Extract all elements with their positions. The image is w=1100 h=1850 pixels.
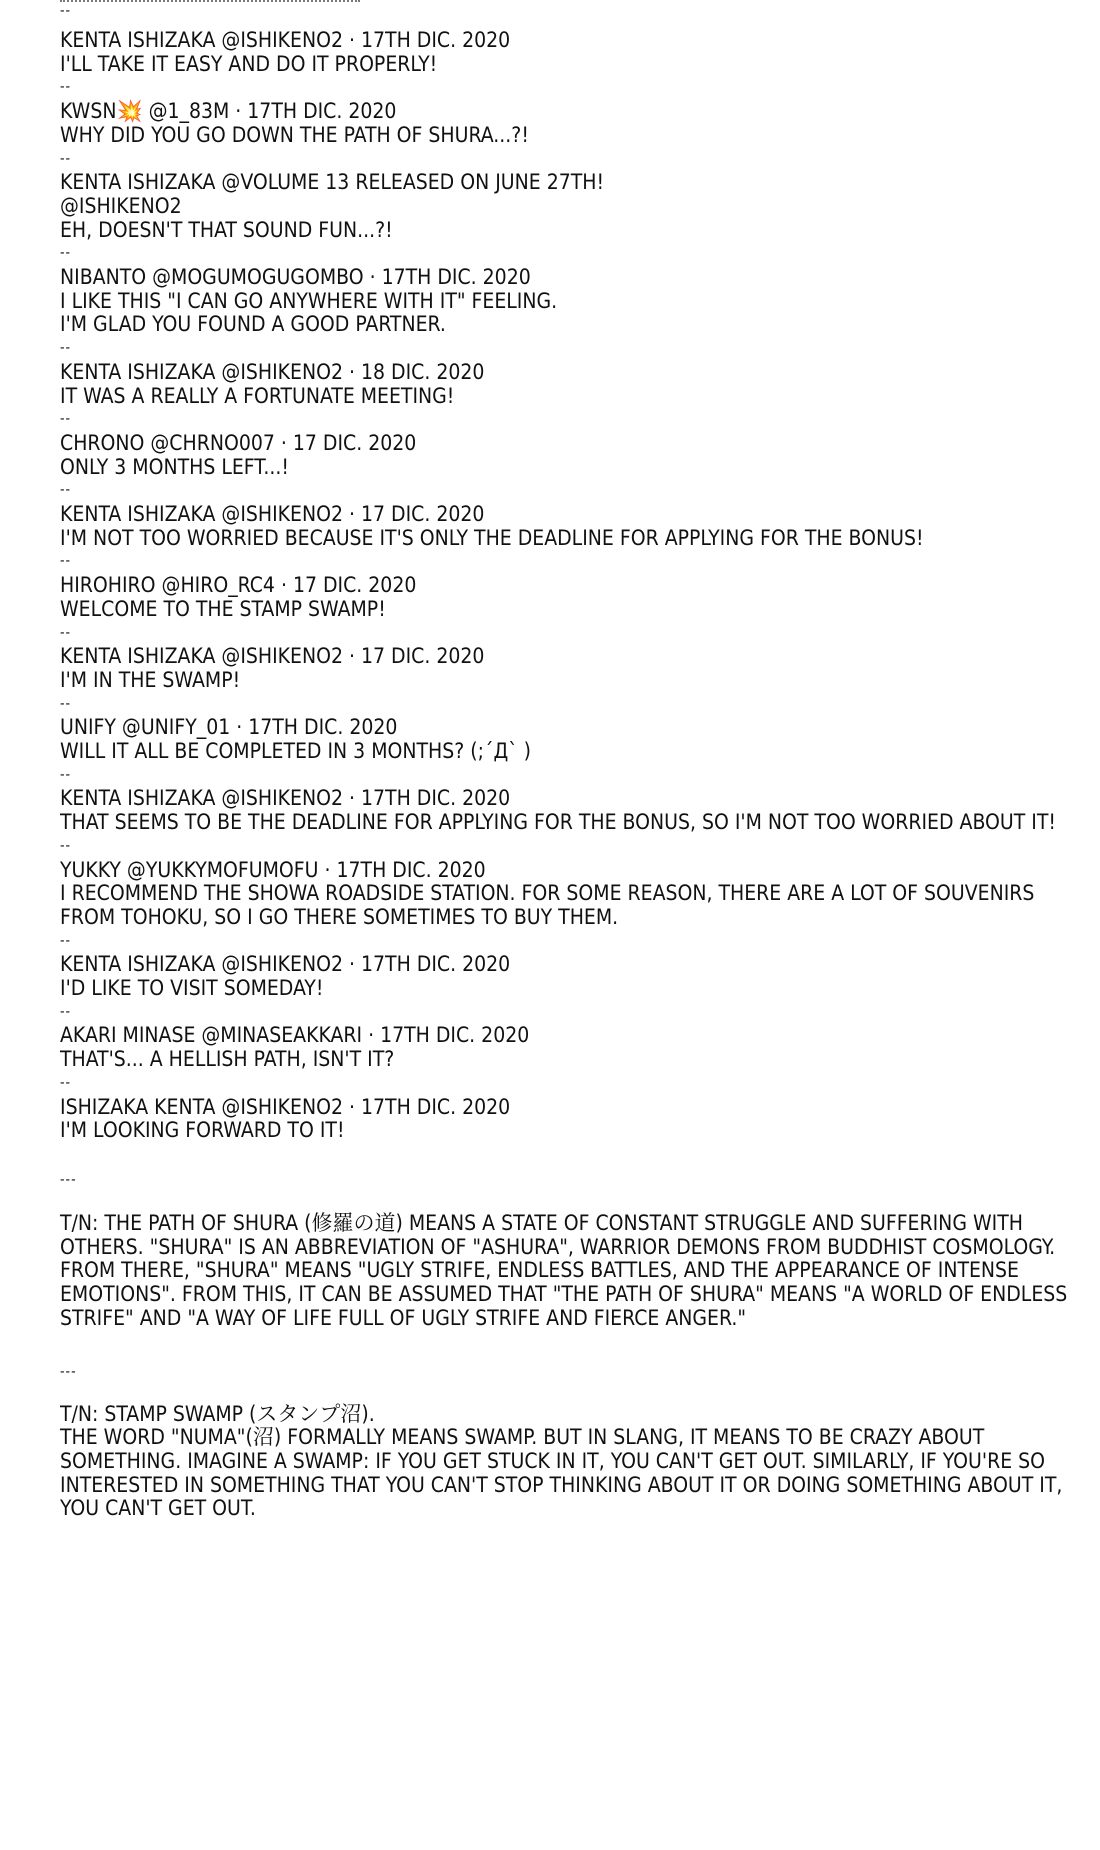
- reply-header: CHRONO @CHRNO007 · 17 DIC. 2020: [60, 430, 417, 455]
- reply-text: I'LL TAKE IT EASY AND DO IT PROPERLY!: [60, 51, 438, 76]
- reply-text: EH, DOESN'T THAT SOUND FUN...?!: [60, 217, 393, 242]
- reply-text: I'M GLAD YOU FOUND A GOOD PARTNER.: [60, 312, 446, 337]
- reply-header: HIROHIRO @HIRO_RC4 · 17 DIC. 2020: [60, 573, 417, 598]
- note-text: SOMETHING. IMAGINE A SWAMP: IF YOU GET STUCK IN IT, YOU CAN'T GET OUT. SIMILARLY, IF YOU'RE SO: [60, 1448, 1045, 1473]
- top-cutoff-divider: [60, 0, 360, 5]
- section-separator: ---: [60, 1172, 77, 1188]
- section-separator: ---: [60, 1363, 77, 1380]
- reply-text: I RECOMMEND THE SHOWA ROADSIDE STATION. FOR SOME REASON, THERE ARE A LOT OF SOUVENIRS: [60, 881, 1035, 906]
- reply-text: I'M NOT TOO WORRIED BECAUSE IT'S ONLY THE DEADLINE FOR APPLYING FOR THE BONUS!: [60, 525, 924, 550]
- reply-separator: --: [60, 932, 72, 949]
- reply-header: NIBANTO @MOGUMOGUGOMBO · 17TH DIC. 2020: [60, 265, 531, 289]
- note-text: YOU CAN'T GET OUT.: [60, 1496, 256, 1521]
- reply-header: KENTA ISHIZAKA @ISHIKENO2 · 17TH DIC. 2020: [60, 28, 511, 52]
- reply-header: KENTA ISHIZAKA @ISHIKENO2 · 17 DIC. 2020: [60, 644, 485, 669]
- reply-header: KENTA ISHIZAKA @ISHIKENO2 · 17 DIC. 2020: [60, 502, 485, 526]
- reply-text: I LIKE THIS "I CAN GO ANYWHERE WITH IT" FEELING.: [60, 288, 558, 313]
- reply-header: KWSN⁠⁠💥 @1_83M · 17TH DIC. 2020: [60, 99, 397, 124]
- reply-text: I'D LIKE TO VISIT SOMEDAY!: [60, 976, 324, 1000]
- note-text: OTHERS. "SHURA" IS AN ABBREVIATION OF "ASHURA", WARRIOR DEMONS FROM BUDDHIST COSMOLOGY.: [60, 1234, 1056, 1259]
- reply-separator: --: [60, 150, 72, 167]
- note-text: INTERESTED IN SOMETHING THAT YOU CAN'T STOP THINKING ABOUT IT OR DOING SOMETHING ABOUT IT,: [60, 1472, 1063, 1497]
- note-text: EMOTIONS". FROM THIS, IT CAN BE ASSUMED THAT "THE PATH OF SHURA" MEANS "A WORLD OF ENDLESS: [60, 1282, 1068, 1307]
- note-text: T/N: STAMP SWAMP (スタンプ沼).: [60, 1401, 375, 1426]
- reply-text: FROM TOHOKU, SO I GO THERE SOMETIMES TO BUY THEM.: [60, 904, 619, 929]
- reply-text: I'M IN THE SWAMP!: [60, 667, 241, 692]
- note-text: FROM THERE, "SHURA" MEANS "UGLY STRIFE, ENDLESS BATTLES, AND THE APPEARANCE OF INTENSE: [60, 1258, 1019, 1283]
- reply-text: WILL IT ALL BE COMPLETED IN 3 MONTHS? (;´Д` ): [60, 739, 532, 763]
- reply-separator: --: [60, 695, 72, 712]
- reply-text: WHY DID YOU GO DOWN THE PATH OF SHURA...?!: [60, 122, 529, 147]
- reply-separator: --: [60, 766, 72, 783]
- reply-separator: --: [60, 3, 72, 19]
- reply-text: THAT SEEMS TO BE THE DEADLINE FOR APPLYING FOR THE BONUS, SO I'M NOT TOO WORRIED ABOUT IT!: [60, 810, 1056, 835]
- reply-separator: --: [60, 411, 72, 428]
- reply-separator: --: [60, 79, 72, 96]
- reply-separator: --: [60, 245, 72, 262]
- reply-header: KENTA ISHIZAKA @ISHIKENO2 · 18 DIC. 2020: [60, 359, 485, 384]
- reply-separator: --: [60, 837, 72, 854]
- note-text: T/N: THE PATH OF SHURA (修羅の道) MEANS A STATE OF CONSTANT STRUGGLE AND SUFFERING WITH: [60, 1211, 1023, 1235]
- reply-text: @ISHIKENO2: [60, 193, 182, 218]
- reply-separator: --: [60, 482, 72, 499]
- reply-separator: --: [60, 1074, 72, 1091]
- reply-text: IT WAS A REALLY A FORTUNATE MEETING!: [60, 383, 455, 408]
- reply-header: YUKKY @YUKKYMOFUMOFU · 17TH DIC. 2020: [60, 857, 486, 882]
- reply-header: KENTA ISHIZAKA @ISHIKENO2 · 17TH DIC. 2020: [60, 952, 511, 977]
- reply-separator: --: [60, 624, 72, 641]
- reply-header: UNIFY @UNIFY_01 · 17TH DIC. 2020: [60, 715, 398, 740]
- reply-separator: --: [60, 553, 72, 570]
- note-text: THE WORD "NUMA"(沼) FORMALLY MEANS SWAMP. BUT IN SLANG, IT MEANS TO BE CRAZY ABOUT: [60, 1425, 985, 1450]
- reply-text: ONLY 3 MONTHS LEFT...!: [60, 454, 289, 479]
- reply-header: ISHIZAKA KENTA @ISHIKENO2 · 17TH DIC. 2020: [60, 1094, 511, 1119]
- note-text: STRIFE" AND "A WAY OF LIFE FULL OF UGLY STRIFE AND FIERCE ANGER.": [60, 1305, 747, 1330]
- reply-text: THAT'S... A HELLISH PATH, ISN'T IT?: [60, 1047, 395, 1072]
- reply-header: KENTA ISHIZAKA @ISHIKENO2 · 17TH DIC. 2020: [60, 786, 511, 811]
- reply-header: AKARI MINASE @MINASEAKKARI · 17TH DIC. 2020: [60, 1023, 530, 1048]
- reply-text: WELCOME TO THE STAMP SWAMP!: [60, 596, 386, 621]
- reply-header: KENTA ISHIZAKA @VOLUME 13 RELEASED ON JUNE 27TH!: [60, 170, 605, 195]
- reply-separator: --: [60, 340, 72, 357]
- reply-text: I'M LOOKING FORWARD TO IT!: [60, 1118, 345, 1143]
- reply-separator: --: [60, 1003, 72, 1020]
